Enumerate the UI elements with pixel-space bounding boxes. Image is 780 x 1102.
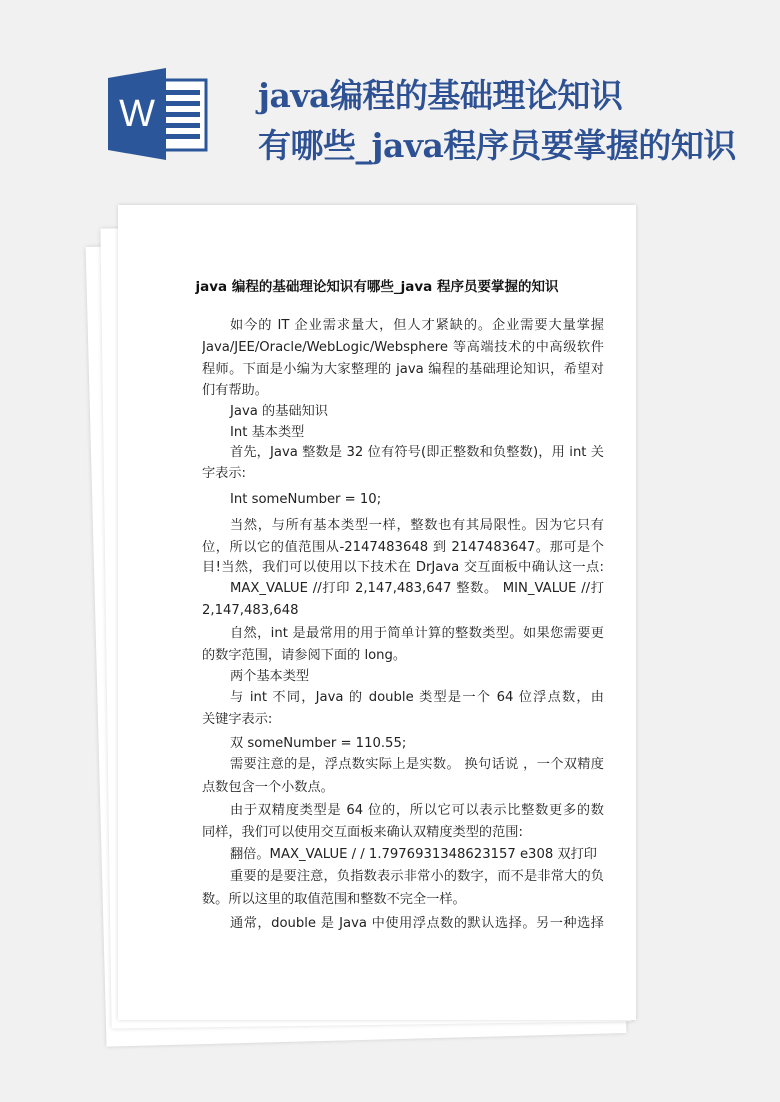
paragraph-line: 与 int 不同，Java 的 double 类型是一个 64 位浮点数，由 [230,690,604,705]
paragraph-line: 如今的 IT 企业需求量大，但人才紧缺的。企业需要大量掌握 [230,318,604,333]
paragraph-line: 通常，double 是 Java 中使用浮点数的默认选择。另一种选择 [230,916,604,931]
paragraph-line: 重要的是要注意，负指数表示非常小的数字，而不是非常大的负 [230,869,604,884]
paragraph-line: Int 基本类型 [230,425,305,440]
paragraph-line: 字表示: [202,466,247,481]
paragraph-line: 双 someNumber = 110.55; [230,736,407,751]
paragraph-line: 程师。下面是小编为大家整理的 java 编程的基础理论知识，希望对 [202,362,604,377]
document-title: java 编程的基础理论知识有哪些_java 程序员要掌握的知识 [195,279,559,295]
header-title-line-1: java编程的基础理论知识 [258,76,623,115]
paragraph-line: 当然，与所有基本类型一样，整数也有其局限性。因为它只有 [230,518,604,533]
paragraph-line: 数。所以这里的取值范围和整数不完全一样。 [202,892,466,907]
paragraph-line: 两个基本类型 [230,669,310,684]
paragraph-line: 首先，Java 整数是 32 位有符号(即正整数和负整数)，用 int 关 [230,445,604,460]
header-title-line-2: 有哪些_java程序员要掌握的知识 [258,126,736,165]
word-logo-icon [108,68,208,160]
paragraph-line: 目!当然，我们可以使用以下技术在 DrJava 交互面板中确认这一点: [202,560,604,575]
paragraph-line: 关键字表示: [202,712,273,727]
paragraph-line: 的数字范围，请参阅下面的 long。 [202,648,407,663]
svg-text:W: W [119,93,155,135]
paragraph-line: 位，所以它的值范围从-2147483648 到 2147483647。那可是个 [202,540,604,555]
paragraph-line: 们有帮助。 [202,383,268,398]
paragraph-line: 自然，int 是最常用的用于简单计算的整数类型。如果您需要更 [230,626,604,641]
paragraph-line: Int someNumber = 10; [230,492,382,507]
paragraph-line: 需要注意的是，浮点数实际上是实数。 换句话说 ，一个双精度 [230,757,604,772]
paragraph-line: 翻倍。MAX_VALUE / / 1.7976931348623157 e308 双打印 [230,847,597,862]
paragraph-line: 同样，我们可以使用交互面板来确认双精度类型的范围: [202,825,523,840]
paragraph-line: 2,147,483,648 [202,603,299,618]
paragraph-line: Java 的基础知识 [230,404,328,419]
paragraph-line: 由于双精度类型是 64 位的，所以它可以表示比整数更多的数 [230,803,604,818]
paragraph-line: 点数包含一个小数点。 [202,780,334,795]
paragraph-line: Java/JEE/Oracle/WebLogic/Websphere 等高端技术的中高级软件 [202,340,604,355]
paragraph-line: MAX_VALUE //打印 2,147,483,647 整数。 MIN_VALUE //打 [230,581,604,596]
